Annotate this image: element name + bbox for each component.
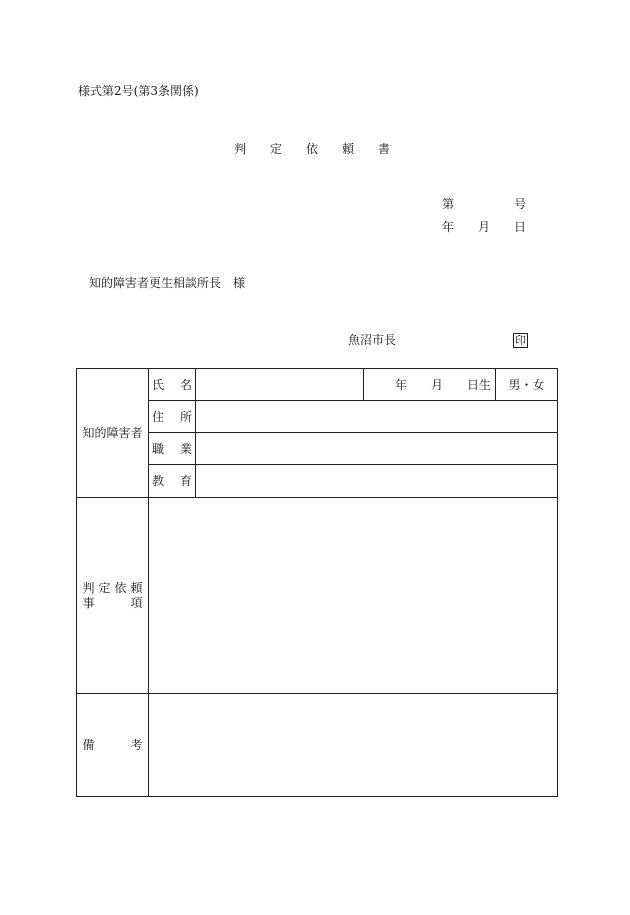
label-char: 業 xyxy=(179,441,192,456)
applicant-table xyxy=(76,368,558,797)
label-char: 教 xyxy=(152,474,165,488)
label-line xyxy=(83,427,143,439)
label-char: 判 xyxy=(234,142,247,156)
label-line xyxy=(152,379,192,391)
issue-number-prefix: 第 xyxy=(442,197,455,211)
label-char: 氏 xyxy=(152,377,165,392)
seal-mark: 印 xyxy=(515,334,526,347)
label-char: 的 xyxy=(94,426,107,440)
label-line xyxy=(152,443,192,455)
document-title xyxy=(234,143,390,155)
remarks-label-cell xyxy=(77,694,149,797)
label-char: 依 xyxy=(305,142,318,156)
issue-date-day-label: 日 xyxy=(513,220,526,234)
birth-date-labels xyxy=(364,379,495,391)
subject-label-cell xyxy=(77,369,149,498)
occupation-field xyxy=(196,433,558,465)
issue-number xyxy=(442,198,526,210)
label-line xyxy=(83,581,143,596)
table-row xyxy=(77,465,558,498)
gender-field xyxy=(496,369,558,401)
label-char: 育 xyxy=(179,474,192,488)
label-char: 依 xyxy=(114,580,127,595)
address-label xyxy=(152,411,192,423)
label-char: 所 xyxy=(179,409,192,424)
request-items-label-cell xyxy=(77,498,149,694)
gender-options: 男・女 xyxy=(508,377,545,392)
label-char: 頼 xyxy=(341,142,354,156)
name-field xyxy=(196,369,364,401)
label-char: 知 xyxy=(82,426,95,440)
label-line xyxy=(83,739,143,751)
label-char: 書 xyxy=(377,142,390,156)
occupation-label-cell xyxy=(149,433,196,465)
addressee-honorific: 様 xyxy=(233,276,246,290)
birth-day-label: 日生 xyxy=(466,377,491,392)
issue-date-month-label: 月 xyxy=(477,220,490,234)
label-char: 判 xyxy=(82,580,95,595)
subject-label xyxy=(83,427,143,439)
request-items-field xyxy=(149,498,558,694)
issue-date xyxy=(442,221,526,233)
form-number: 様式第2号(第3条関係) xyxy=(78,84,199,98)
name-label-cell xyxy=(149,369,196,401)
education-label-cell xyxy=(149,465,196,498)
remarks-field xyxy=(149,694,558,797)
occupation-label xyxy=(152,443,192,455)
issue-date-year-label: 年 xyxy=(442,220,455,234)
remarks-label xyxy=(83,739,143,751)
label-line xyxy=(152,475,192,487)
label-line xyxy=(152,411,192,423)
label-char: 住 xyxy=(152,409,165,424)
table-row xyxy=(77,498,558,694)
addressee-name: 知的障害者更生相談所長 xyxy=(89,276,222,290)
issue-number-suffix: 号 xyxy=(513,197,526,211)
name-label xyxy=(152,379,192,391)
sender-name: 魚沼市長 xyxy=(348,333,397,347)
label-char: 害 xyxy=(118,426,131,440)
table-row xyxy=(77,401,558,433)
table-row xyxy=(77,694,558,797)
addressee xyxy=(89,277,245,289)
label-char: 考 xyxy=(130,738,143,752)
label-char: 備 xyxy=(82,738,95,752)
birth-year-label: 年 xyxy=(394,377,407,392)
label-char: 項 xyxy=(130,595,143,610)
table-row xyxy=(77,433,558,465)
birth-month-label: 月 xyxy=(430,377,443,392)
education-label xyxy=(152,475,192,487)
label-char: 職 xyxy=(152,441,165,456)
label-char: 障 xyxy=(106,426,119,440)
education-field xyxy=(196,465,558,498)
seal-stamp xyxy=(513,333,528,348)
birth-date-field xyxy=(364,369,496,401)
request-items-label xyxy=(83,581,143,611)
label-char: 定 xyxy=(98,580,111,595)
address-label-cell xyxy=(149,401,196,433)
label-char: 頼 xyxy=(130,580,143,595)
label-char: 名 xyxy=(179,377,192,392)
label-char: 定 xyxy=(269,142,282,156)
label-line xyxy=(234,143,390,155)
table-row xyxy=(77,369,558,401)
label-char: 者 xyxy=(130,426,143,440)
address-field xyxy=(196,401,558,433)
label-line xyxy=(83,596,143,611)
label-char: 事 xyxy=(82,595,95,610)
